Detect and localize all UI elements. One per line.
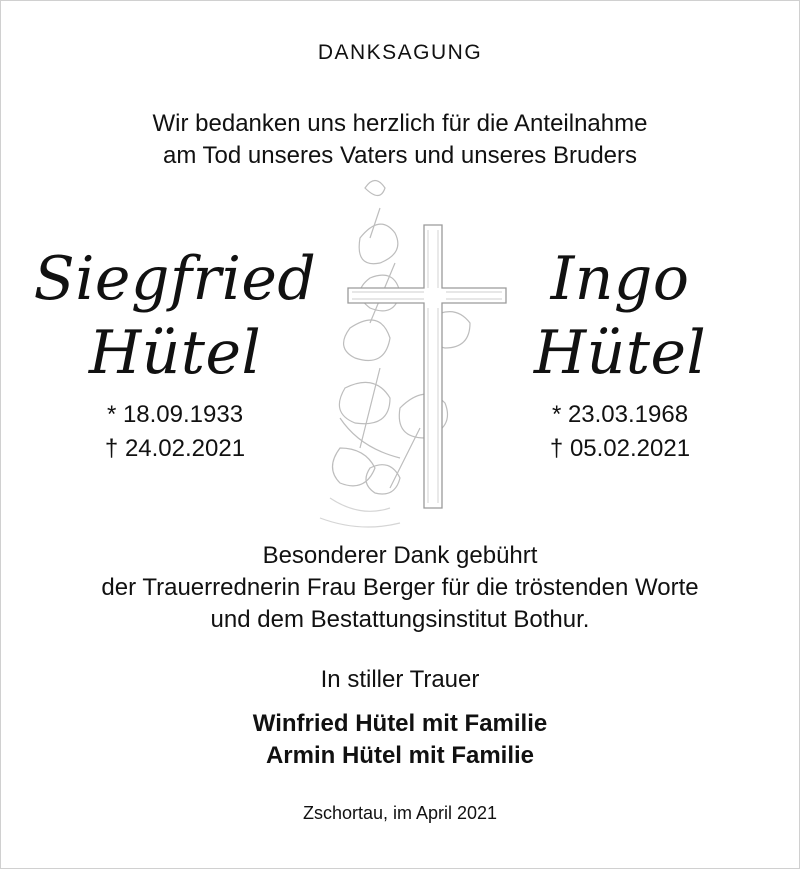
thanks-line-2: der Trauerrednerin Frau Berger für die tröstenden Worte (101, 574, 699, 601)
deceased-left-name (20, 242, 330, 390)
family-line-1: Winfried Hütel mit Familie (252, 710, 548, 737)
thanks-line-1: Besonderer Dank gebührt (262, 542, 538, 569)
deceased-right-name (470, 242, 770, 390)
place-date: Zschortau, im April 2021 (302, 803, 498, 823)
notice-heading: DANKSAGUNG (317, 41, 483, 64)
mourning-line: In stiller Trauer (320, 666, 480, 693)
family-line-2: Armin Hütel mit Familie (265, 742, 535, 769)
special-thanks (0, 540, 800, 636)
last-name-left: Hütel (88, 318, 262, 388)
last-name-right: Hütel (533, 318, 707, 388)
intro-line-1: Wir bedanken uns herzlich für die Anteilnahme (152, 110, 648, 137)
intro-text (0, 108, 800, 172)
birth-date-right: * 23.03.1968 (551, 401, 689, 428)
death-date-right: † 05.02.2021 (549, 435, 691, 462)
family-signatures (0, 708, 800, 772)
intro-line-2: am Tod unseres Vaters und unseres Bruders (162, 142, 638, 169)
first-name-right: Ingo (550, 244, 690, 314)
first-name-left: Siegfried (33, 244, 317, 314)
dates-left (0, 398, 350, 466)
death-date-left: † 24.02.2021 (104, 435, 246, 462)
thanks-line-3: und dem Bestattungsinstitut Bothur. (210, 606, 590, 633)
dates-right (455, 398, 785, 466)
birth-date-left: * 18.09.1933 (106, 401, 244, 428)
